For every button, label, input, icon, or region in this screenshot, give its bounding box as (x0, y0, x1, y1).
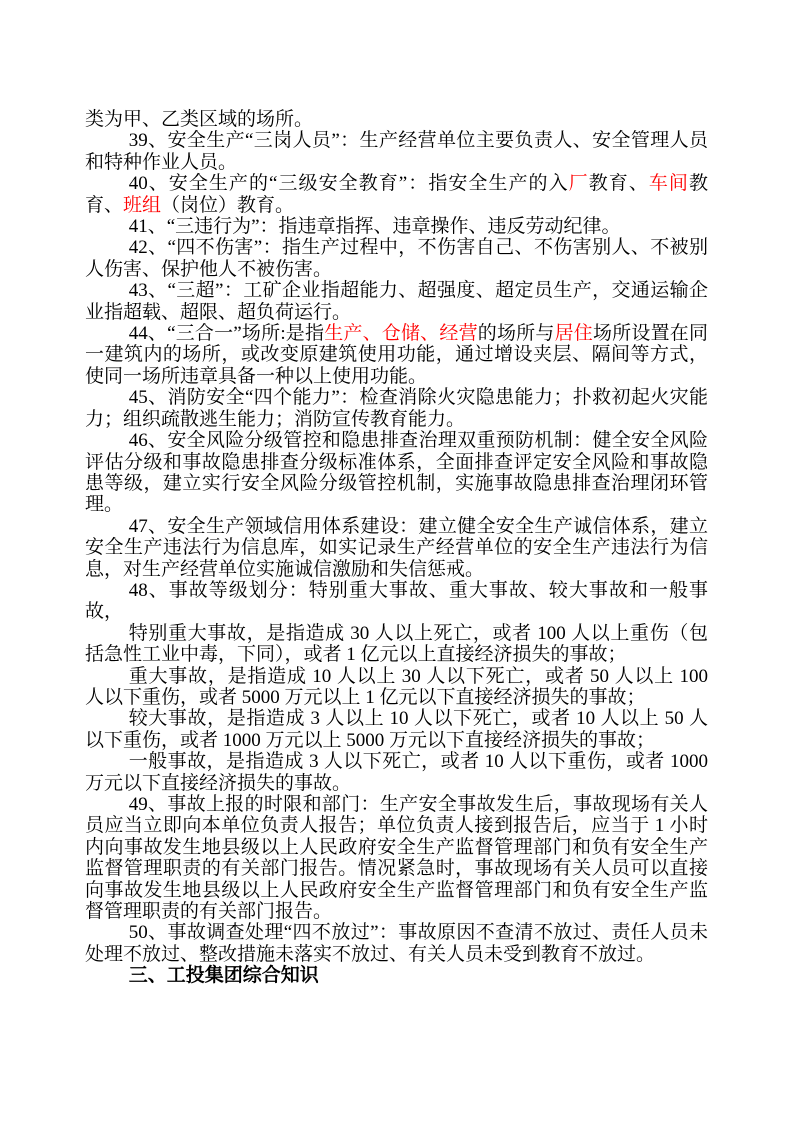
paragraph (85, 516, 708, 580)
text-run: 44、“三合一”场所:是指 (128, 323, 325, 345)
highlighted-text-run: 生产、仓储、经营 (324, 323, 478, 345)
text-run: 40、安全生产的“三级安全教育”：指安全生产的入 (128, 173, 569, 195)
paragraph (85, 580, 708, 623)
text-run: 43、“三超”：工矿企业指超能力、超强度、超定员生产，交通运输企业指超载、超限、超负荷运行。 (85, 280, 708, 323)
paragraph (85, 387, 708, 430)
paragraph (85, 173, 708, 216)
text-run: 重大事故，是指造成 10 人以上 30 人以下死亡，或者 50 人以上 100 人以下重伤，或者 5000 万元以上 1 亿元以下直接经济损失的事故； (85, 665, 708, 708)
text-run: 教育、 (85, 173, 708, 216)
highlighted-text-run: 厂 (568, 173, 589, 195)
text-run: 49、事故上报的时限和部门：生产安全事故发生后，事故现场有关人员应当立即向本单位负责人报告；单位负责人接到报告后，应当于 1 小时内向事故发生地县级以上人民政府安全生产监督管理部门和负有安全生产监督管理职责的有关部门报告。情况紧急时，事故现场有关人员可以直接向事故发生地县级以上人民政府安全生产监督管理部门和负有安全生产监督管理职责的有关部门报告。 (85, 794, 708, 923)
paragraph (85, 130, 708, 173)
highlighted-text-run: 车间 (648, 173, 689, 195)
text-run: 的场所与 (477, 323, 555, 345)
paragraph (85, 623, 708, 666)
paragraph (85, 280, 708, 323)
text-run: 45、消防安全“四个能力”：检查消除火灾隐患能力；扑救初起火灾能力；组织疏散逃生能力；消防宣传教育能力。 (85, 387, 708, 430)
text-run: 一般事故，是指造成 3 人以下死亡，或者 10 人以下重伤，或者 1000 万元以下直接经济损失的事故。 (85, 751, 708, 794)
section-heading (85, 965, 708, 986)
paragraph (85, 794, 708, 922)
paragraph (85, 430, 708, 516)
highlighted-text-run: 班组 (123, 194, 162, 216)
document-body (85, 109, 708, 987)
text-run: 较大事故，是指造成 3 人以上 10 人以下死亡，或者 10 人以上 50 人以下重伤，或者 1000 万元以上 5000 万元以下直接经济损失的事故； (85, 708, 708, 751)
text-run: 46、安全风险分级管控和隐患排查治理双重预防机制：健全安全风险评估分级和事故隐患排查分级标准体系，全面排查评定安全风险和事故隐患等级，建立实行安全风险分级管控机制，实施事故隐患排查治理闭环管理。 (85, 430, 708, 516)
paragraph (85, 666, 708, 709)
paragraph (85, 109, 708, 130)
text-run: 场所设置在同一建筑内的场所，或改变原建筑使用功能，通过增设夹层、隔间等方式，使同一场所违章具备一种以上使用功能。 (85, 323, 708, 387)
text-run: 47、安全生产领域信用体系建设：建立健全安全生产诚信体系，建立安全生产违法行为信息库，如实记录生产经营单位的安全生产违法行为信息，对生产经营单位实施诚信激励和失信惩戒。 (85, 515, 708, 580)
text-run: 48、事故等级划分：特别重大事故、重大事故、较大事故和一般事故， (85, 579, 708, 623)
paragraph (85, 237, 708, 280)
paragraph (85, 216, 708, 237)
paragraph (85, 708, 708, 751)
text-run: 39、安全生产“三岗人员”：生产经营单位主要负责人、安全管理人员和特种作业人员。 (85, 130, 708, 173)
text-run: 三、工投集团综合知识 (128, 965, 319, 987)
text-run: （岗位）教育。 (161, 194, 295, 216)
text-run: 特别重大事故，是指造成 30 人以上死亡，或者 100 人以上重伤（包括急性工业中毒，下同），或者 1 亿元以上直接经济损失的事故； (85, 622, 708, 666)
text-run: 42、“四不伤害”：指生产过程中，不伤害自己、不伤害别人、不被别人伤害、保护他人不被伤害。 (85, 237, 708, 280)
paragraph (85, 751, 708, 794)
text-run: 41、“三违行为”：指违章指挥、违章操作、违反劳动纪律。 (128, 216, 621, 238)
text-run: 教育、 (588, 173, 649, 195)
paragraph (85, 323, 708, 387)
text-run: 50、事故调查处理“四不放过”：事故原因不查清不放过、责任人员未处理不放过、整改措施未落实不放过、有关人员未受到教育不放过。 (85, 922, 708, 965)
paragraph (85, 922, 708, 965)
text-run: 类为甲、乙类区域的场所。 (85, 109, 314, 130)
highlighted-text-run: 居住 (554, 323, 593, 345)
